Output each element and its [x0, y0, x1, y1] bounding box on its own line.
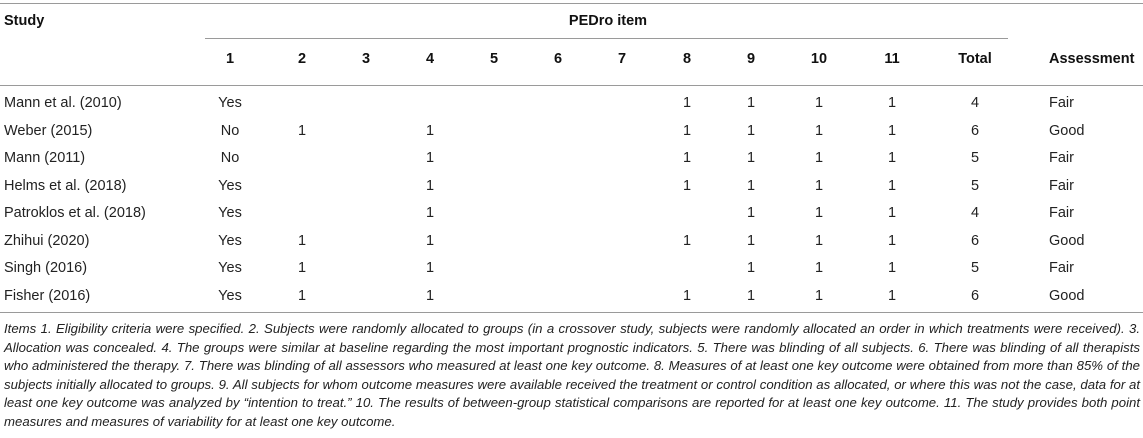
study-cell: Weber (2015) [4, 123, 93, 139]
total-cell: 6 [970, 288, 980, 304]
item-cell: 1 [425, 123, 435, 139]
total-cell: 5 [970, 178, 980, 194]
item-cell: Yes [218, 260, 242, 276]
item-cell: 1 [746, 178, 756, 194]
column-header: 2 [297, 51, 307, 67]
item-cell: 1 [425, 205, 435, 221]
total-cell: 4 [970, 205, 980, 221]
table-footnote: Items 1. Eligibility criteria were specified. 2. Subjects were randomly allocated to groups (in a crossover study, subjects were randomly allocated an order in which treatments were received). 3. Allocation was concealed. 4. The groups were similar at baseline regarding the most important prognostic indicators. 5. There was blinding of all subjects. 6. There was blinding of all therapists who administered the therapy. 7. There was blinding of all assessors who measured at least one key outcome. 8. Measures of at least one key outcome were obtained from more than 85% of the subjects initially allocated to groups. 9. All subjects for whom outcome measures were available received the treatment or control condition as allocated, or where this was not the case, data for at least one key outcome was analyzed by “intention to treat.” 10. The results of between-group statistical comparisons are reported for at least one key outcome. 11. The study provides both point measures and measures of variability for at least one key outcome. [4, 321, 1140, 429]
column-header: 11 [884, 51, 900, 67]
assessment-cell: Fair [1049, 95, 1074, 111]
item-cell: 1 [814, 233, 824, 249]
assessment-cell: Fair [1049, 178, 1074, 194]
item-cell: 1 [887, 150, 897, 166]
item-cell: Yes [218, 178, 242, 194]
assessment-cell: Good [1049, 123, 1085, 139]
study-cell: Helms et al. (2018) [4, 178, 127, 194]
item-cell: 1 [297, 260, 307, 276]
group-header-rule [205, 38, 1008, 39]
assessment-cell: Good [1049, 233, 1085, 249]
assessment-cell: Fair [1049, 150, 1074, 166]
column-header: 10 [810, 51, 828, 67]
item-cell: 1 [746, 150, 756, 166]
item-cell: Yes [218, 288, 242, 304]
header-bottom-rule [0, 85, 1143, 86]
column-header: 4 [425, 51, 435, 67]
item-cell: 1 [814, 150, 824, 166]
item-cell: 1 [814, 95, 824, 111]
item-cell: 1 [746, 205, 756, 221]
item-cell: 1 [746, 233, 756, 249]
bottom-rule [0, 312, 1143, 313]
item-cell: 1 [425, 150, 435, 166]
study-cell: Patroklos et al. (2018) [4, 205, 146, 221]
column-header: 1 [225, 51, 235, 67]
total-cell: 6 [970, 233, 980, 249]
pedro-item-header: PEDro item [568, 13, 648, 29]
assessment-cell: Fair [1049, 205, 1074, 221]
item-cell: 1 [887, 178, 897, 194]
item-cell: 1 [814, 260, 824, 276]
item-cell: 1 [682, 123, 692, 139]
item-cell: 1 [746, 123, 756, 139]
total-cell: 5 [970, 260, 980, 276]
column-header: 3 [361, 51, 371, 67]
item-cell: 1 [746, 95, 756, 111]
total-cell: 5 [970, 150, 980, 166]
study-cell: Fisher (2016) [4, 288, 91, 304]
total-cell: 4 [970, 95, 980, 111]
column-header: Total [958, 51, 992, 67]
study-cell: Singh (2016) [4, 260, 88, 276]
item-cell: 1 [682, 150, 692, 166]
item-cell: 1 [425, 288, 435, 304]
item-cell: 1 [297, 288, 307, 304]
item-cell: 1 [814, 288, 824, 304]
item-cell: 1 [887, 288, 897, 304]
study-cell: Zhihui (2020) [4, 233, 90, 249]
study-header: Study [4, 13, 45, 29]
item-cell: 1 [425, 233, 435, 249]
assessment-header: Assessment [1049, 51, 1135, 67]
item-cell: No [220, 123, 240, 139]
item-cell: Yes [218, 233, 242, 249]
column-header: 5 [489, 51, 499, 67]
item-cell: Yes [218, 95, 242, 111]
item-cell: 1 [887, 260, 897, 276]
item-cell: 1 [297, 123, 307, 139]
item-cell: 1 [814, 123, 824, 139]
column-header: 9 [746, 51, 756, 67]
item-cell: 1 [814, 205, 824, 221]
total-cell: 6 [970, 123, 980, 139]
item-cell: 1 [682, 288, 692, 304]
item-cell: 1 [682, 178, 692, 194]
item-cell: No [220, 150, 240, 166]
item-cell: 1 [814, 178, 824, 194]
item-cell: 1 [746, 260, 756, 276]
study-cell: Mann (2011) [4, 150, 86, 166]
column-header: 7 [617, 51, 627, 67]
assessment-cell: Good [1049, 288, 1085, 304]
column-header: 8 [682, 51, 692, 67]
item-cell: 1 [746, 288, 756, 304]
item-cell: 1 [425, 260, 435, 276]
column-header: 6 [553, 51, 563, 67]
item-cell: 1 [887, 123, 897, 139]
item-cell: Yes [218, 205, 242, 221]
top-rule [0, 3, 1143, 4]
item-cell: 1 [887, 205, 897, 221]
item-cell: 1 [425, 178, 435, 194]
item-cell: 1 [682, 95, 692, 111]
item-cell: 1 [887, 95, 897, 111]
study-cell: Mann et al. (2010) [4, 95, 122, 111]
assessment-cell: Fair [1049, 260, 1074, 276]
item-cell: 1 [887, 233, 897, 249]
item-cell: 1 [682, 233, 692, 249]
item-cell: 1 [297, 233, 307, 249]
